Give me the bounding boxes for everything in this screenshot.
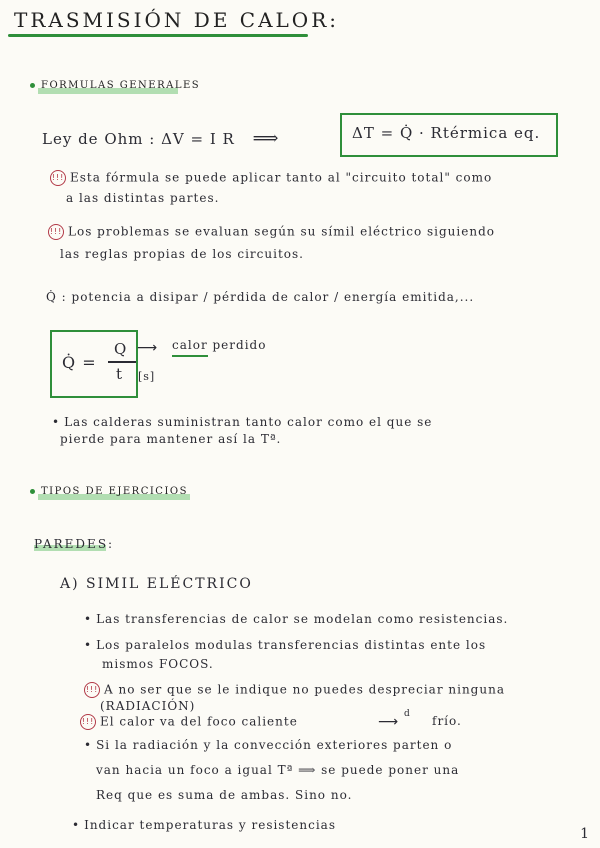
fraction-bar <box>108 361 136 363</box>
qdot-definition: Q̇ : potencia a disipar / pérdida de calor / energía emitida,... <box>46 290 475 304</box>
simil-bullet-3: • Si la radiación y la convección exteriores parten o <box>84 738 453 752</box>
right-arrow-icon: ⟶ <box>378 714 399 730</box>
simil-bullet-3-cont: van hacia un foco a igual Tª ⟹ se puede poner una <box>96 763 460 777</box>
arrow-label: d <box>404 709 411 719</box>
formula-label: calor perdido <box>172 338 267 352</box>
warning-icon: !!! <box>48 224 64 240</box>
section-formulas: FORMULAS GENERALES <box>30 80 200 91</box>
simil-warning-2: !!! El calor va del foco caliente <box>81 714 298 729</box>
section-dot-icon <box>30 489 35 494</box>
page-number: 1 <box>580 826 590 842</box>
calderas-line-1: • Las calderas suministran tanto calor como el que se <box>52 415 433 429</box>
section-dot-icon <box>30 83 35 88</box>
cold-focus: frío. <box>432 714 462 728</box>
section-tipos: TIPOS DE EJERCICIOS <box>30 486 188 497</box>
warning-icon: !!! <box>84 682 100 698</box>
warning-icon: !!! <box>50 170 66 186</box>
ohm-result: ΔT = Q̇ · Rtérmica eq. <box>352 124 541 142</box>
note-1: !!! Esta fórmula se puede aplicar tanto al "circuito total" como <box>51 170 493 185</box>
simil-bullet-2: • Los paralelos modulas transferencias distintas ente los <box>84 638 487 652</box>
ohm-law: Ley de Ohm : ΔV = I R ⟹ <box>42 128 280 149</box>
simil-bullet-3-cont-2: Req que es suma de ambas. Sino no. <box>96 788 353 802</box>
right-arrow-icon: ⟶ <box>137 340 158 356</box>
simil-bullet-4: • Indicar temperaturas y resistencias <box>72 818 336 832</box>
formula-lhs: Q̇ = <box>62 353 97 372</box>
warning-icon: !!! <box>80 714 96 730</box>
note-2-cont: las reglas propias de los circuitos. <box>60 247 304 261</box>
section-paredes: PAREDES: <box>34 537 115 551</box>
formula-unit: [s] <box>138 370 156 383</box>
title-underline <box>8 34 308 37</box>
simil-warning-1: !!! A no ser que se le indique no puedes despreciar ninguna <box>85 682 505 697</box>
page-title: TRASMISIÓN DE CALOR: <box>14 8 339 32</box>
formula-numerator: Q <box>114 340 128 358</box>
simil-bullet-2-cont: mismos FOCOS. <box>102 657 214 671</box>
implies-arrow-icon: ⟹ <box>252 128 280 149</box>
formula-denominator: t <box>116 365 124 383</box>
calderas-line-2: pierde para mantener así la Tª. <box>60 432 282 446</box>
simil-heading: A) SIMIL ELÉCTRICO <box>60 576 253 592</box>
note-1-cont: a las distintas partes. <box>66 191 220 205</box>
simil-warning-1-cont: (RADIACIÓN) <box>100 699 196 713</box>
note-2: !!! Los problemas se evaluan según su símil eléctrico siguiendo <box>49 224 495 239</box>
simil-bullet-1: • Las transferencias de calor se modelan como resistencias. <box>84 612 509 626</box>
